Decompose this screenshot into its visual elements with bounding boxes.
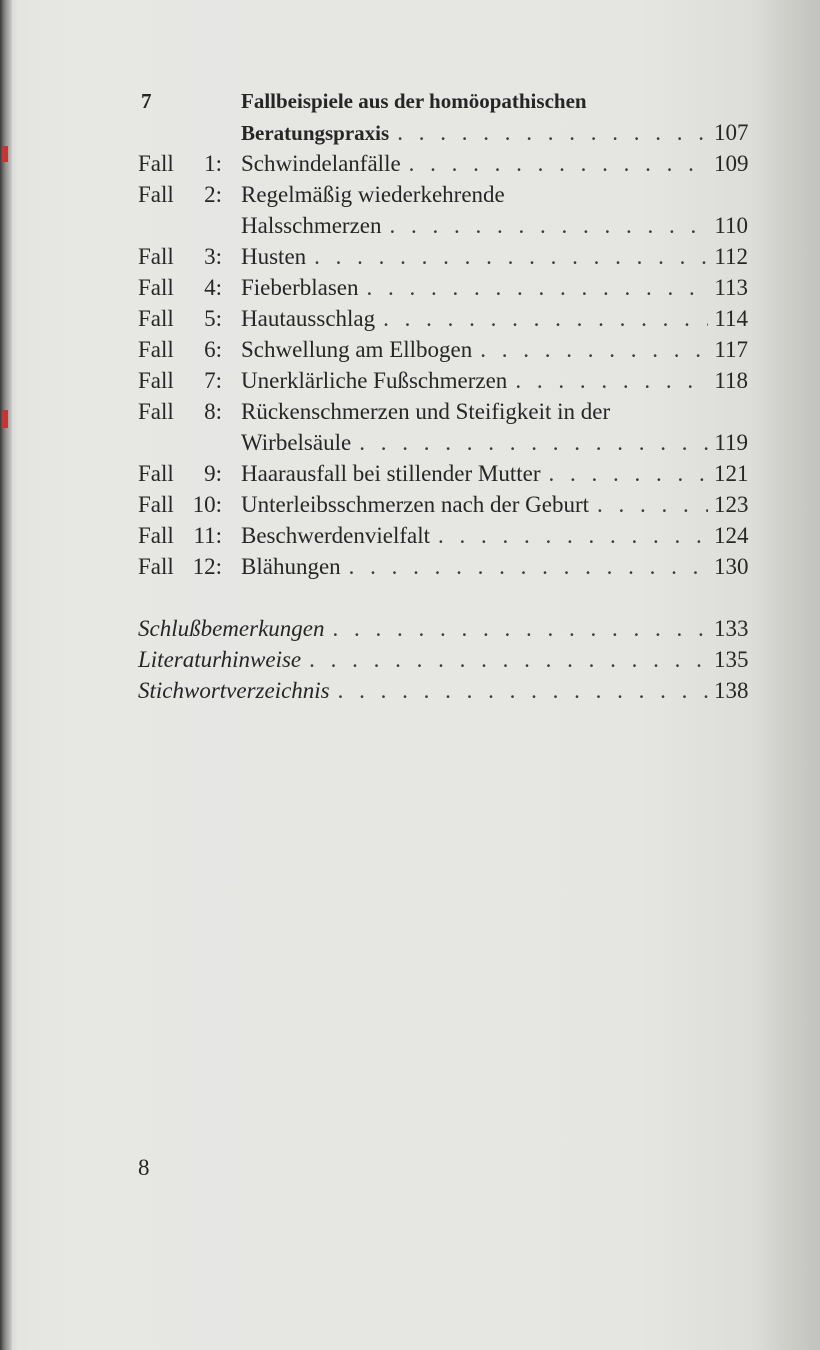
toc-case-entry (138, 551, 748, 582)
case-title: Husten (241, 244, 307, 269)
case-title-line (241, 272, 748, 303)
case-body (241, 489, 748, 520)
toc-back-matter-entry (138, 613, 748, 644)
back-matter-title: Literaturhinweise (138, 647, 302, 672)
toc-case-entry (138, 458, 748, 489)
case-number: 3: (204, 244, 222, 269)
case-body (241, 551, 748, 582)
toc-case-entry (138, 241, 748, 272)
page-ref: 119 (714, 430, 748, 455)
case-body (241, 334, 748, 365)
toc-case-entry (138, 272, 748, 303)
leader-dots (515, 365, 708, 396)
case-body (241, 148, 748, 179)
case-title-line (241, 179, 748, 210)
page-ref: 135 (714, 647, 749, 672)
page-ref: 123 (714, 492, 749, 517)
leader-dots (333, 613, 709, 644)
leader-dots (390, 210, 709, 241)
chapter-title-line-1 (241, 86, 748, 117)
case-title: Schwindelanfälle (241, 151, 401, 176)
page-ref: 130 (714, 554, 749, 579)
case-title: Unterleibsschmerzen nach der Geburt (241, 492, 590, 517)
table-of-contents (138, 86, 748, 706)
chapter-body (241, 86, 748, 148)
case-label: Fall (138, 399, 174, 424)
case-label: Fall (138, 182, 174, 207)
case-label: Fall (138, 275, 174, 300)
case-label: Fall (138, 461, 174, 486)
case-title: Halsschmerzen (241, 213, 382, 238)
case-label: Fall (138, 492, 174, 517)
case-number: 12: (192, 554, 222, 579)
back-matter-title: Schlußbemerkungen (138, 616, 325, 641)
page-ref: 109 (714, 151, 749, 176)
case-title-line (241, 365, 748, 396)
back-matter-line (138, 613, 748, 644)
case-label: Fall (138, 306, 174, 331)
case-title-line (241, 303, 748, 334)
spine-mark-top (2, 146, 8, 162)
case-title: Schwellung am Ellbogen (241, 337, 473, 362)
case-number: 9: (204, 461, 222, 486)
case-body (241, 365, 748, 396)
case-title-line (241, 551, 748, 582)
leader-dots (338, 675, 708, 706)
toc-case-entry (138, 148, 748, 179)
case-body (241, 272, 748, 303)
case-title-line (241, 241, 748, 272)
back-matter-line (138, 644, 748, 675)
case-title: Haarausfall bei stillender Mutter (241, 461, 541, 486)
leader-dots (349, 551, 708, 582)
case-label: Fall (138, 554, 174, 579)
case-title: Unerklärliche Fußschmerzen (241, 368, 508, 393)
case-number: 1: (204, 151, 222, 176)
case-number: 8: (204, 399, 222, 424)
case-number: 10: (192, 492, 222, 517)
leader-dots (314, 241, 708, 272)
case-label: Fall (138, 523, 174, 548)
page-ref: 118 (714, 368, 748, 393)
case-body (241, 520, 748, 551)
back-matter-list (138, 613, 748, 706)
toc-case-entry (138, 396, 748, 458)
chapter-title-line-2 (241, 117, 748, 148)
leader-dots (359, 427, 708, 458)
toc-case-entry (138, 520, 748, 551)
case-title-line (241, 520, 748, 551)
case-body (241, 458, 748, 489)
case-title: Hautausschlag (241, 306, 376, 331)
case-body (241, 396, 748, 458)
case-body (241, 303, 748, 334)
case-title-line (241, 489, 748, 520)
page-ref: 138 (714, 678, 749, 703)
case-title-line (241, 458, 748, 489)
page-ref: 113 (714, 275, 748, 300)
case-number: 4: (204, 275, 222, 300)
case-label: Fall (138, 368, 174, 393)
case-title-line (241, 427, 748, 458)
chapter-title: Fallbeispiele aus der homöopathischen (241, 89, 587, 113)
case-number: 6: (204, 337, 222, 362)
page-number: 8 (138, 1155, 150, 1180)
chapter-number: 7 (141, 89, 152, 113)
case-title: Blähungen (241, 554, 341, 579)
toc-case-entry (138, 179, 748, 241)
page-ref: 112 (714, 244, 748, 269)
back-matter-line (138, 675, 748, 706)
back-matter-body (138, 675, 748, 706)
leader-dots (597, 489, 708, 520)
case-label: Fall (138, 151, 174, 176)
case-number: 2: (204, 182, 222, 207)
case-title: Rückenschmerzen und Steifigkeit in der (241, 399, 611, 424)
section-gap (138, 582, 748, 613)
leader-dots (549, 458, 708, 489)
case-title-line (241, 148, 748, 179)
toc-case-entry (138, 334, 748, 365)
case-list (138, 148, 748, 582)
chapter-title-cont: Beratungspraxis (241, 121, 390, 145)
page-ref: 110 (714, 213, 748, 238)
case-title: Wirbelsäule (241, 430, 352, 455)
leader-dots (397, 117, 708, 148)
toc-case-entry (138, 365, 748, 396)
toc-back-matter-entry (138, 644, 748, 675)
leader-dots (309, 644, 708, 675)
back-matter-title: Stichwortverzeichnis (138, 678, 330, 703)
toc-case-entry (138, 489, 748, 520)
case-title-line (241, 334, 748, 365)
case-title: Regelmäßig wiederkehrende (241, 182, 505, 207)
case-number: 7: (204, 368, 222, 393)
page-ref: 133 (714, 616, 749, 641)
leader-dots (409, 148, 708, 179)
leader-dots (367, 272, 708, 303)
page-ref: 124 (714, 523, 749, 548)
case-label: Fall (138, 244, 174, 269)
page-ref: 114 (714, 306, 748, 331)
case-title-line (241, 210, 748, 241)
leader-dots (383, 303, 708, 334)
leader-dots (480, 334, 708, 365)
case-body (241, 179, 748, 241)
leader-dots (438, 520, 708, 551)
page-ref: 121 (714, 461, 749, 486)
page-ref: 107 (714, 120, 749, 145)
case-label: Fall (138, 337, 174, 362)
case-body (241, 241, 748, 272)
case-number: 5: (204, 306, 222, 331)
page-ref: 117 (714, 337, 748, 362)
back-matter-body (138, 644, 748, 675)
back-matter-body (138, 613, 748, 644)
case-title: Beschwerdenvielfalt (241, 523, 431, 548)
toc-back-matter-entry (138, 675, 748, 706)
case-title: Fieberblasen (241, 275, 359, 300)
toc-case-entry (138, 303, 748, 334)
spine-mark-bottom (2, 410, 8, 428)
case-title-line (241, 396, 748, 427)
case-number: 11: (193, 523, 222, 548)
toc-chapter-7 (138, 86, 748, 148)
